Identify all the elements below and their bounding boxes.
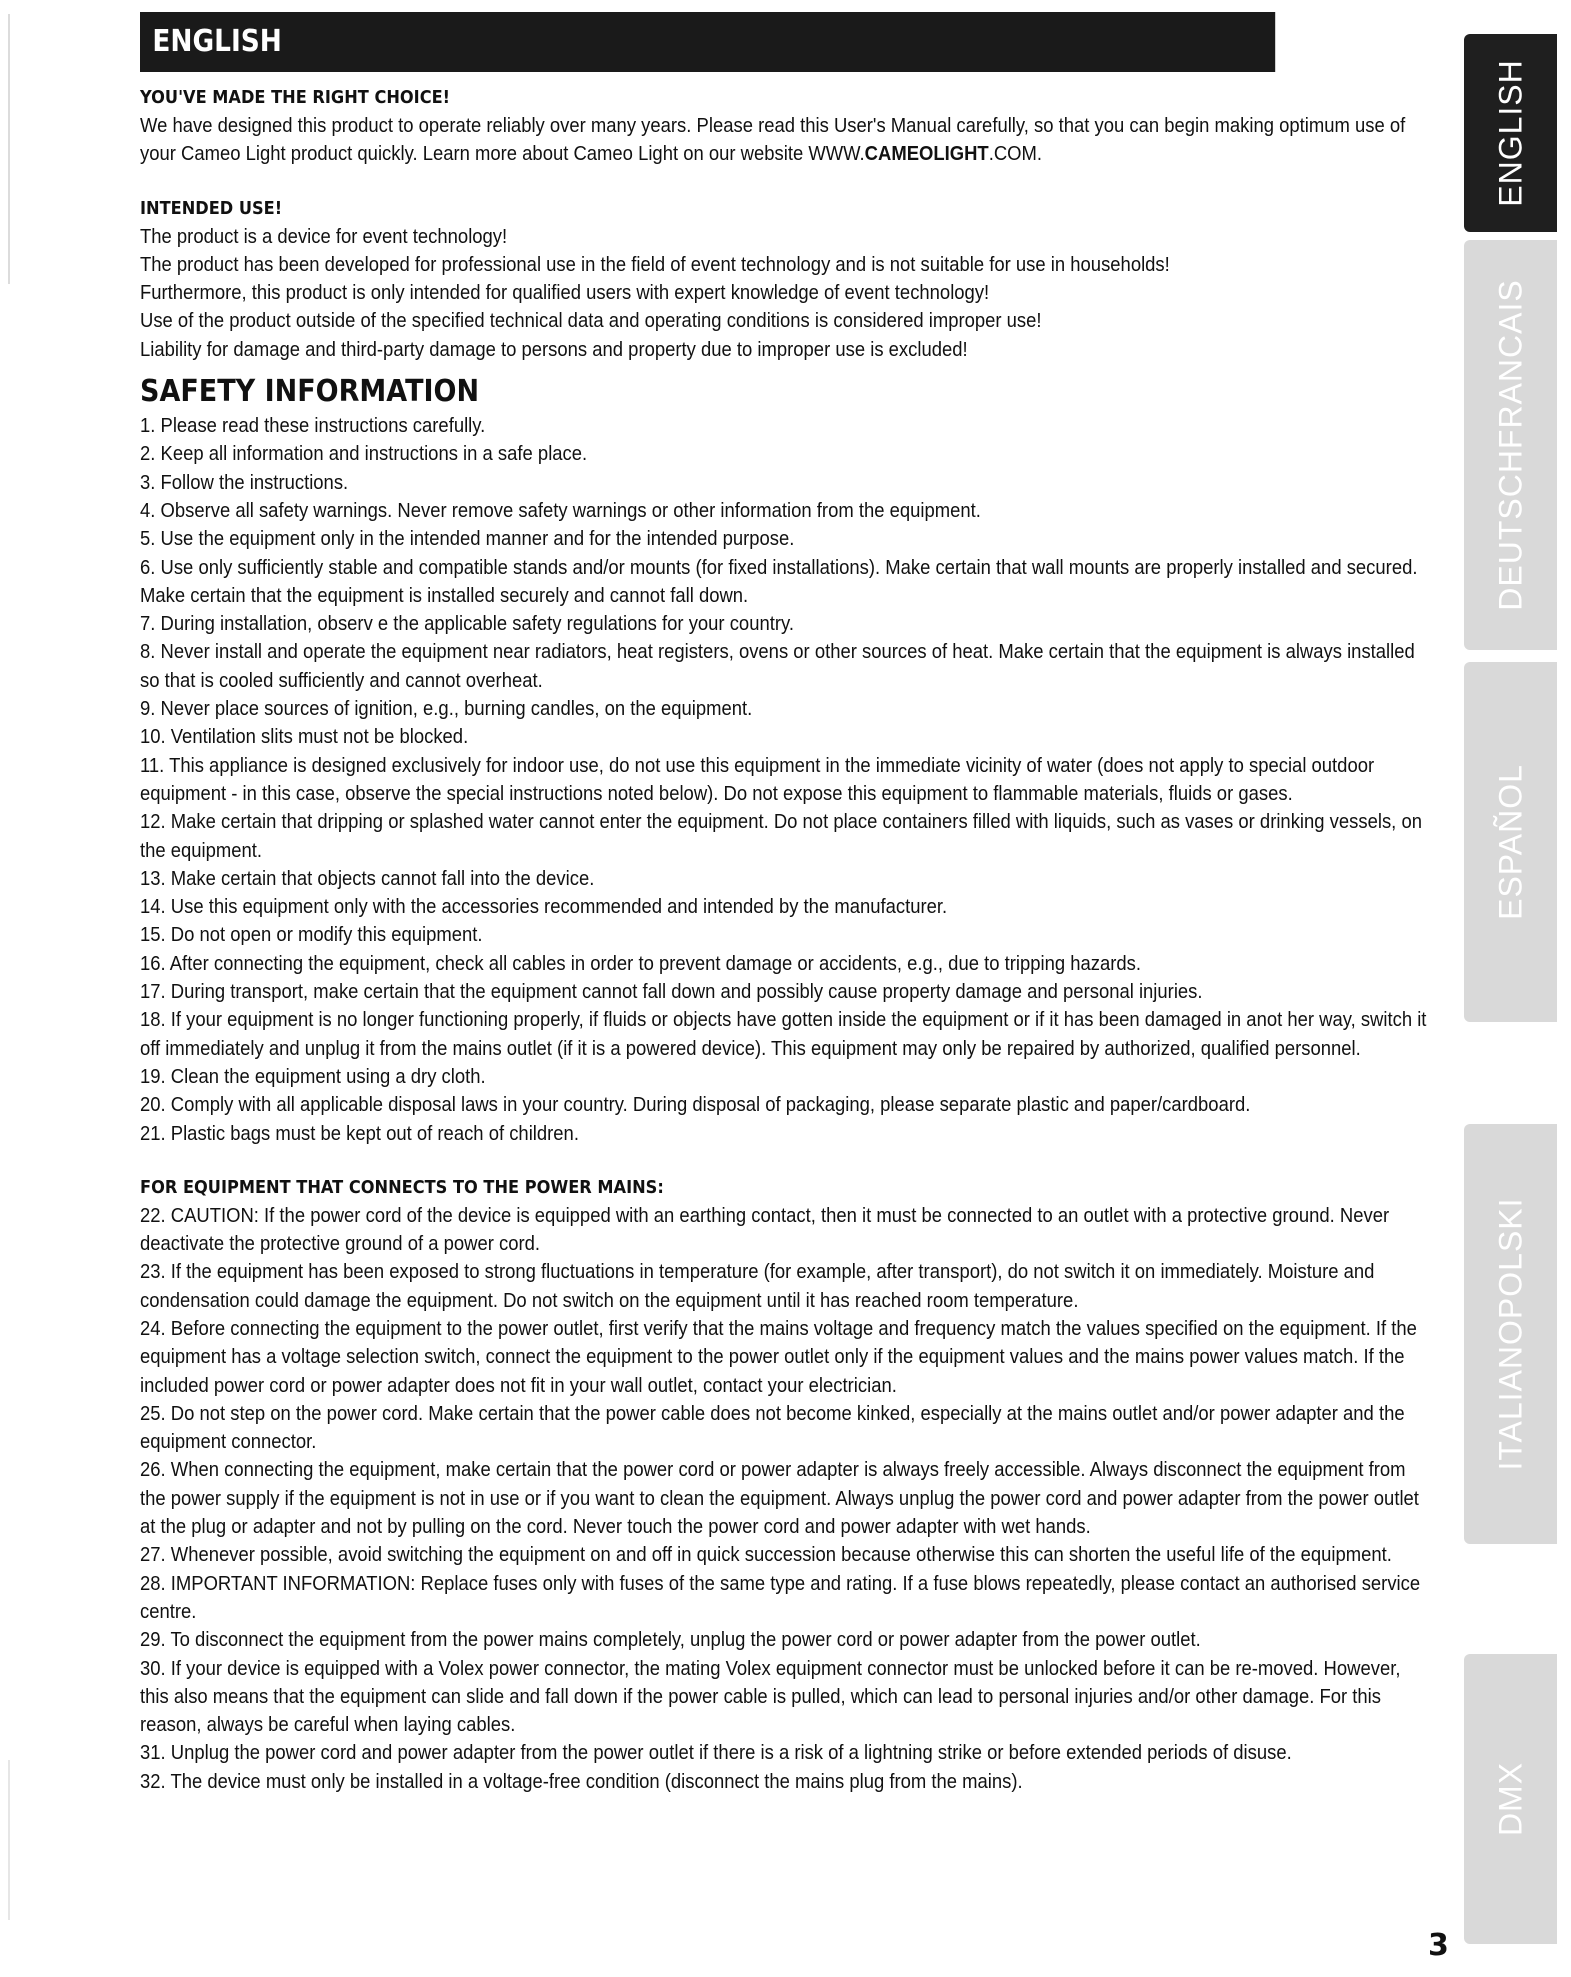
power-mains-heading: FOR EQUIPMENT THAT CONNECTS TO THE POWER MAINS:	[140, 1176, 664, 1198]
tab-dmx[interactable]	[1464, 1654, 1557, 1944]
safety-item: 10. Ventilation slits must not be blocked.	[140, 725, 469, 749]
intended-use-line: Liability for damage and third-party damage to persons and property due to improper use is excluded!	[140, 337, 968, 361]
safety-item: 3. Follow the instructions.	[140, 470, 349, 494]
safety-item: 11. This appliance is designed exclusively for indoor use, do not use this equipment in the immediate vicinity of water (does not apply to special outdoor equipment - in this case, observe the special instructions noted below). Do not expose this equipment to flammable materials, fluids or gases.	[140, 753, 1375, 805]
safety-item: 15. Do not open or modify this equipment.	[140, 923, 483, 947]
power-mains-item: 26. When connecting the equipment, make certain that the power cord or power adapter is always freely accessible. Always disconnect the equipment from the power supply if the equipment is not in use or if you want to clean the equipment. Always unplug the power cord and power adapter from the power outlet at the plug or adapter and not by pulling on the cord. Never touch the power cord and power adapter with wet hands.	[140, 1458, 1419, 1539]
intended-use-heading: INTENDED USE!	[140, 197, 283, 219]
safety-item: 6. Use only sufficiently stable and compatible stands and/or mounts (for fixed installations). Make certain that wall mounts are properly installed and secured. Make certain that the equipment is installed securely and cannot fall down.	[140, 555, 1418, 607]
tab-italiano-polski-label: ITALIANOPOLSKI	[1492, 1197, 1528, 1471]
safety-item: 14. Use this equipment only with the accessories recommended and intended by the manufacturer.	[140, 895, 948, 919]
intro-paragraph	[140, 112, 1432, 169]
tab-italiano-polski[interactable]	[1464, 1124, 1557, 1544]
safety-item: 21. Plastic bags must be kept out of reach of children.	[140, 1121, 579, 1145]
tab-english[interactable]	[1464, 34, 1557, 232]
safety-item: 20. Comply with all applicable disposal laws in your country. During disposal of packaging, please separate plastic and paper/cardboard.	[140, 1093, 1251, 1117]
spacer	[140, 364, 1432, 372]
safety-item: 13. Make certain that objects cannot fall into the device.	[140, 866, 595, 890]
safety-item: 5. Use the equipment only in the intended manner and for the intended purpose.	[140, 527, 795, 551]
intro-heading: YOU'VE MADE THE RIGHT CHOICE!	[140, 87, 451, 108]
page-edge-line	[8, 14, 10, 284]
power-mains-item: 29. To disconnect the equipment from the power mains completely, unplug the power cord or power adapter from the power outlet.	[140, 1628, 1201, 1652]
safety-item: 8. Never install and operate the equipment near radiators, heat registers, ovens or other sources of heat. Make certain that the equipment is always installed so that is cooled sufficiently and cannot overheat.	[140, 640, 1415, 692]
safety-item: 2. Keep all information and instructions in a safe place.	[140, 442, 588, 466]
power-mains-item: 30. If your device is equipped with a Volex power connector, the mating Volex equipment connector must be unlocked before it can be re-moved. However, this also means that the equipment can slide and fall down if the power cable is pulled, which can lead to personal injuries and/or other damage. For this reason, always be careful when laying cables.	[140, 1656, 1401, 1737]
safety-item: 1. Please read these instructions carefully.	[140, 414, 486, 438]
intended-use-line: The product is a device for event technology!	[140, 224, 508, 248]
spacer	[140, 1148, 1432, 1174]
safety-item: 12. Make certain that dripping or splashed water cannot enter the equipment. Do not place containers filled with liquids, such as vases or drinking vessels, on the equipment.	[140, 810, 1422, 862]
section-header-english: ENGLISH	[140, 12, 1275, 72]
safety-item: 19. Clean the equipment using a dry cloth.	[140, 1064, 486, 1088]
intro-text: We have designed this product to operate reliably over many years. Please read this User's Manual carefully, so that you can begin making optimum use of your Cameo Light product quickly. Learn more about Cameo Light on our website WWW.	[140, 114, 1406, 166]
intended-use-line: The product has been developed for professional use in the field of event technology and is not suitable for use in households!	[140, 252, 1170, 276]
power-mains-item: 32. The device must only be installed in a voltage-free condition (disconnect the mains plug from the mains).	[140, 1769, 1023, 1793]
tab-espanol-label: ESPAÑOL	[1492, 764, 1528, 920]
power-mains-item: 23. If the equipment has been exposed to strong fluctuations in temperature (for example, after transport), do not switch it on immediately. Moisture and condensation could damage the equipment. Do not switch on the equipment until it has reached room temperature.	[140, 1260, 1375, 1312]
power-mains-item: 27. Whenever possible, avoid switching the equipment on and off in quick succession because otherwise this can shorten the useful life of the equipment.	[140, 1543, 1392, 1567]
power-mains-list	[140, 1202, 1432, 1796]
safety-item: 7. During installation, observ e the applicable safety regulations for your country.	[140, 612, 794, 636]
intended-use-list	[140, 223, 1432, 364]
intro-text-end: .COM.	[988, 142, 1042, 166]
page-edge-line	[8, 1760, 10, 1920]
safety-item: 4. Observe all safety warnings. Never remove safety warnings or other information from the equipment.	[140, 498, 981, 522]
power-mains-item: 24. Before connecting the equipment to the power outlet, first verify that the mains voltage and frequency match the values specified on the equipment. If the equipment has a voltage selection switch, connect the equipment to the power outlet only if the equipment values and the mains power values match. If the included power cord or power adapter does not fit in your wall outlet, contact your electrician.	[140, 1316, 1417, 1397]
safety-item: 16. After connecting the equipment, check all cables in order to prevent damage or accidents, e.g., due to tripping hazards.	[140, 951, 1142, 975]
power-mains-item: 28. IMPORTANT INFORMATION: Replace fuses only with fuses of the same type and rating. If a fuse blows repeatedly, please contact an authorised service centre.	[140, 1571, 1421, 1623]
power-mains-item: 31. Unplug the power cord and power adapter from the power outlet if there is a risk of a lightning strike or before extended periods of disuse.	[140, 1741, 1292, 1765]
power-mains-item: 22. CAUTION: If the power cord of the device is equipped with an earthing contact, then it must be connected to an outlet with a protective ground. Never deactivate the protective ground of a power cord.	[140, 1203, 1390, 1256]
document-body	[140, 84, 1432, 1796]
safety-item: 17. During transport, make certain that the equipment cannot fall down and possibly cause property damage and personal injuries.	[140, 980, 1203, 1004]
tab-deutsch-francais[interactable]	[1464, 240, 1557, 650]
intended-use-line: Use of the product outside of the specified technical data and operating conditions is considered improper use!	[140, 309, 1042, 333]
website-brand: CAMEOLIGHT	[864, 142, 989, 166]
safety-list	[140, 412, 1432, 1148]
page-number: 3	[1428, 1928, 1449, 1963]
intended-use-line: Furthermore, this product is only intended for qualified users with expert knowledge of event technology!	[140, 281, 990, 305]
safety-item: 18. If your equipment is no longer functioning properly, if fluids or objects have gotten inside the equipment or if it has been damaged in anot her way, switch it off immediately and unplug it from the mains outlet (if it is a powered device). This equipment may only be repaired by authorized, qualified personnel.	[140, 1008, 1427, 1060]
power-mains-item: 25. Do not step on the power cord. Make certain that the power cable does not become kinked, especially at the mains outlet and/or power adapter and the equipment connector.	[140, 1401, 1405, 1454]
tab-deutsch-francais-label: DEUTSCHFRANCAIS	[1492, 279, 1528, 611]
safety-information-title: SAFETY INFORMATION	[140, 374, 480, 410]
tab-english-label: ENGLISH	[1492, 59, 1528, 207]
spacer	[140, 169, 1432, 195]
tab-espanol[interactable]	[1464, 662, 1557, 1022]
tab-dmx-label: DMX	[1492, 1761, 1528, 1837]
safety-item: 9. Never place sources of ignition, e.g., burning candles, on the equipment.	[140, 697, 753, 721]
